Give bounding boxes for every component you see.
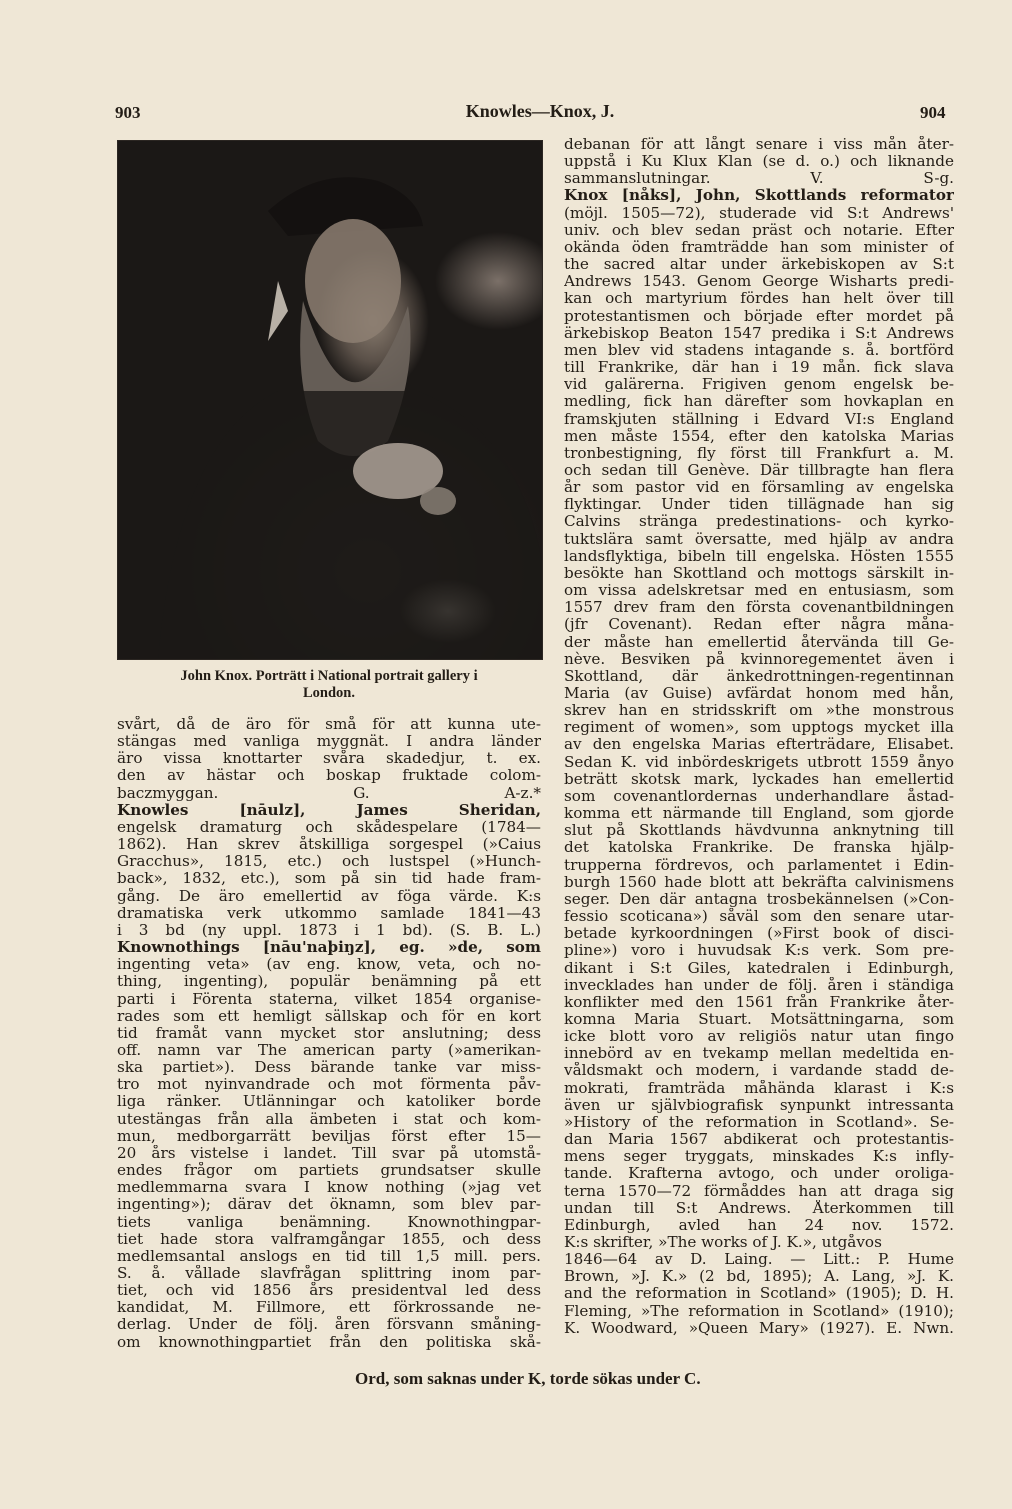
text-line: pline») voro i huvudsak K:s verk. Som pre- (564, 942, 954, 960)
text-line: medling, fick han därefter som hovkaplan en (564, 393, 954, 411)
text-line: derlag. Under de följ. åren försvann småning- (117, 1316, 541, 1334)
text-line: K. Woodward, »Queen Mary» (1927). E. Nwn. (564, 1319, 954, 1337)
text-line: ingenting veta» (av eng. know, veta, och no- (117, 956, 541, 974)
text-line: tronbestigning, fly först till Frankfurt a. M. (564, 444, 954, 462)
text-line: thing, ingenting), populär benämning på ett (117, 973, 541, 991)
text-line: dikant i S:t Giles, katedralen i Edinburgh, (564, 959, 954, 977)
text-line: gång. De äro emellertid av föga värde. K:s (117, 887, 541, 905)
text-line: endes frågor om partiets grundsatser skulle (117, 1162, 541, 1180)
text-line: medlemmarna svara I know nothing (»jag vet (117, 1179, 541, 1197)
text-line: dramatiska verk utkommo samlade 1841—43 (117, 904, 541, 922)
text-line: mun, medborgarrätt beviljas först efter 15— (117, 1127, 541, 1145)
text-line: parti i Förenta staterna, vilket 1854 organise- (117, 990, 541, 1008)
text-line: som covenantlordernas underhandlare åstad- (564, 787, 954, 805)
text-line: Brown, »J. K.» (2 bd, 1895); A. Lang, »J. K. (564, 1268, 954, 1286)
text-line: Sedan K. vid inbördeskrigets utbrott 1559 ånyo (564, 753, 954, 771)
text-line: liga ränker. Utlänningar och katoliker borde (117, 1093, 541, 1111)
text-line: terna 1570—72 förmåddes han att draga sig (564, 1182, 954, 1200)
running-head: Knowles—Knox, J. (465, 101, 615, 121)
text-line: trupperna fördrevos, och parlamentet i Edin- (564, 856, 954, 874)
text-line: om vissa adelskretsar med en entusiasm, som (564, 582, 954, 600)
text-line: komna Maria Stuart. Motsättningarna, som (564, 1010, 954, 1028)
text-line: back», 1832, etc.), som på sin tid hade fram- (117, 870, 541, 888)
text-line: våldsmakt och modern, i vardande stadd de- (564, 1062, 954, 1080)
text-line: landsflyktiga, bibeln till engelska. Hösten 1555 (564, 547, 954, 565)
text-line: utestängas från alla ämbeten i stat och kom- (117, 1110, 541, 1128)
text-line: nève. Besviken på kvinnoregementet även i (564, 650, 954, 668)
text-line: off. namn var The american party (»amerikan- (117, 1041, 541, 1059)
text-line: år som pastor vid en församling av engelska (564, 479, 954, 497)
caption-line: John Knox. Porträtt i National portrait gallery i (180, 668, 478, 684)
text-line: ärkebiskop Beaton 1547 predika i S:t Andrews (564, 324, 954, 342)
text-line: äro vissa knottarter svåra skadedjur, t. ex. (117, 750, 541, 768)
text-line: flyktingar. Under tiden tillägnade han sig (564, 496, 954, 514)
text-line: besökte han Skottland och mottogs särskilt in- (564, 564, 954, 582)
portrait-sketch (118, 141, 542, 659)
text-line: ska partiet»). Dess bärande tanke var miss- (117, 1059, 541, 1077)
text-line: Calvins stränga predestinations- och kyrko- (564, 513, 954, 531)
text-line: regiment of women», som upptogs mycket illa (564, 719, 954, 737)
text-line: dan Maria 1567 abdikerat och protestantis- (564, 1131, 954, 1149)
left-page-number: 903 (115, 103, 141, 122)
text-line: tande. Krafterna avtogo, och under oroliga- (564, 1165, 954, 1183)
entry-heading-knowles: Knowles [nāulz], James Sheridan, (117, 801, 541, 819)
text-line: av den engelska Marias efterträdare, Elisabet. (564, 736, 954, 754)
text-line: Edinburgh, avled han 24 nov. 1572. (564, 1216, 954, 1234)
text-line: sammanslutningar. V. S-g. (564, 170, 954, 188)
text-line: i 3 bd (ny uppl. 1873 i 1 bd). (S. B. L.) (117, 921, 541, 939)
figure-caption (117, 668, 541, 702)
text-line: och sedan till Genève. Där tillbragte han flera (564, 461, 954, 479)
text-line: fessio scoticana») såväl som den senare utar- (564, 908, 954, 926)
text-line: S. å. vållade slavfrågan splittring inom par- (117, 1265, 541, 1282)
text-line: der måste han emellertid återvända till Ge- (564, 633, 954, 651)
text-line: undan till S:t Andrews. Återkommen till (564, 1199, 954, 1217)
text-line: tid framåt vann mycket stor anslutning; dess (117, 1024, 541, 1042)
text-line: kan och martyrium fördes han helt över till (564, 290, 954, 308)
text-line: till Frankrike, där han i 19 mån. fick slava (564, 359, 954, 377)
entry-heading-knox: Knox [nåks], John, Skottlands reformator (564, 187, 954, 205)
text-line: men blev vid stadens intagande s. å. bortförd (564, 341, 954, 359)
text-line: medlemsantal anslogs en tid till 1,5 mill. pers. (117, 1247, 541, 1265)
text-line: komma ett närmande till England, som gjorde (564, 805, 954, 823)
text-line: okända öden framträdde han som minister of (564, 238, 954, 256)
text-line: 20 års vistelse i landet. Till svar på utomstå- (117, 1144, 541, 1162)
text-line: burgh 1560 hade blott att bekräfta calvinismens (564, 873, 954, 891)
text-line: uppstå i Ku Klux Klan (se d. o.) och liknande (564, 153, 954, 171)
entry-heading-knownothings: Knownothings [nāu'naþiŋz], eg. »de, som (117, 939, 541, 957)
text-line: vid galärerna. Frigiven genom engelsk be- (564, 376, 954, 394)
text-line: ingenting»); därav det öknamn, som blev par- (117, 1196, 541, 1214)
text-line: innebörd av en tvekamp mellan medeltida en- (564, 1045, 954, 1063)
text-line: 1846—64 av D. Laing. — Litt.: P. Hume (564, 1251, 954, 1269)
right-page-number: 904 (920, 103, 946, 122)
text-line: and the reformation in Scotland» (1905); D. H. (564, 1285, 954, 1303)
text-line: tiets vanliga benämning. Knownothingpar- (117, 1213, 541, 1231)
text-line: om knownothingpartiet från den politiska skå- (117, 1333, 541, 1351)
text-line: seger. Den där antagna trosbekännelsen (»Con- (564, 890, 954, 908)
text-line: tro mot nyinvandrade och mot förmenta påv- (117, 1076, 541, 1094)
left-column-text (117, 716, 541, 1351)
text-line: »History of the reformation in Scotland». Se- (564, 1113, 954, 1131)
text-line: den av hästar och boskap fruktade colom- (117, 767, 541, 785)
text-line: konflikter med den 1561 från Frankrike åter- (564, 993, 954, 1011)
text-line: Gracchus», 1815, etc.) och lustspel (»Hunch- (117, 853, 541, 871)
right-column-text (564, 136, 954, 1337)
text-line: tiet hade stora valframgångar 1855, och dess (117, 1230, 541, 1248)
text-line: det katolska Frankrike. De franska hjälp- (564, 839, 954, 857)
text-line: beträtt skotsk mark, lyckades han emellertid (564, 770, 954, 788)
footer-note: Ord, som saknas under K, torde sökas under C. (355, 1369, 701, 1388)
text-line: icke blott voro av religiös natur utan fingo (564, 1028, 954, 1046)
text-line: 1862). Han skrev åtskilliga sorgespel (»Caius (117, 836, 541, 854)
text-line: univ. och blev sedan präst och notarie. Efter (564, 221, 954, 239)
text-line: slut på Skottlands hävdvunna anknytning till (564, 822, 954, 840)
text-line: mokrati, framträda måhända klarast i K:s (564, 1079, 954, 1097)
text-line: även ur självbiografisk synpunkt intressanta (564, 1096, 954, 1114)
text-line: debanan för att långt senare i viss mån åter- (564, 136, 954, 153)
text-line: the sacred altar under ärkebiskopen av S:t (564, 256, 954, 274)
text-line: tiet, och vid 1856 års presidentval led dess (117, 1282, 541, 1300)
text-line: Skottland, där änkedrottningen-regentinnan (564, 667, 954, 685)
text-line: mens seger tryggats, minskades K:s infly- (564, 1148, 954, 1166)
text-line: 1557 drev fram den första covenantbildningen (564, 599, 954, 617)
portrait-image (117, 140, 543, 660)
text-line: baczmyggan. G. A-z.* (117, 784, 541, 802)
text-line: men måste 1554, efter den katolska Marias (564, 427, 954, 445)
text-line: Andrews 1543. Genom George Wisharts predi- (564, 273, 954, 291)
text-line: betade kyrkoordningen (»First book of disci- (564, 925, 954, 943)
text-line: Fleming, »The reformation in Scotland» (1910); (564, 1302, 954, 1320)
text-line: Maria (av Guise) avfärdat honom med hån, (564, 685, 954, 702)
text-line: K:s skrifter, »The works of J. K.», utgåvos (564, 1234, 882, 1251)
caption-line: London. (303, 685, 355, 701)
text-line: engelsk dramaturg och skådespelare (1784— (117, 818, 541, 836)
text-line: invecklades han under de följ. åren i ständiga (564, 976, 954, 994)
text-line: (möjl. 1505—72), studerade vid S:t Andrews' (564, 204, 954, 222)
text-line: protestantismen och började efter mordet på (564, 307, 954, 325)
text-line: kandidat, M. Fillmore, ett förkrossande ne- (117, 1299, 541, 1317)
text-line: skrev han en stridsskrift om »the monstrous (564, 702, 954, 720)
text-line: rades som ett hemligt sällskap och för en kort (117, 1007, 541, 1025)
text-line: framskjuten ställning i Edvard VI:s England (564, 410, 954, 428)
text-line: tuktslära samt översatte, med hjälp av andra (564, 530, 954, 548)
text-line: (jfr Covenant). Redan efter några måna- (564, 616, 954, 634)
text-line: svårt, då de äro för små för att kunna ute- (117, 716, 541, 733)
text-line: stängas med vanliga myggnät. I andra länder (117, 733, 541, 751)
